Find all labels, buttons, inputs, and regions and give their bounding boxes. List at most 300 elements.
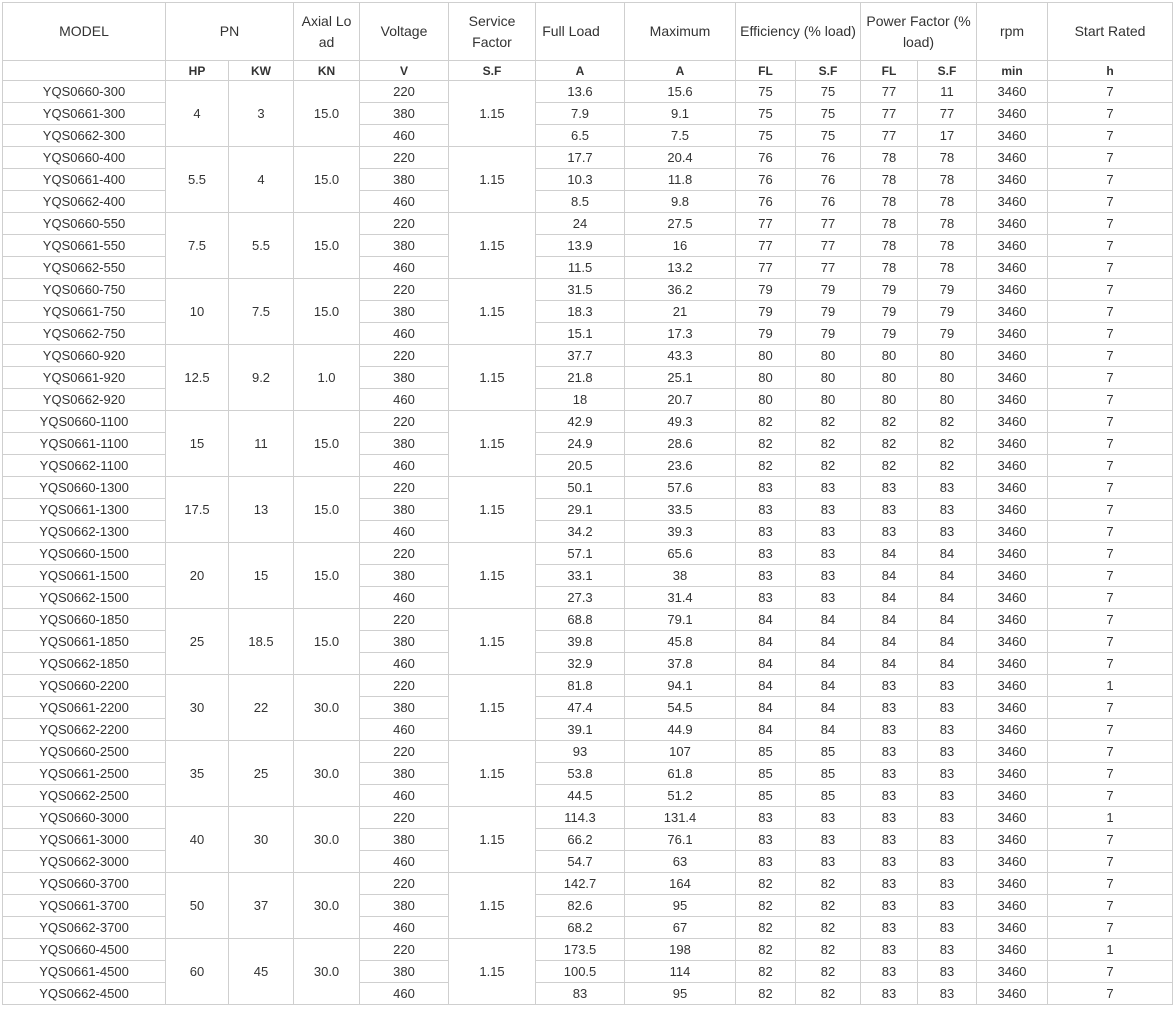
model-cell: YQS0660-1850 bbox=[3, 609, 166, 631]
power-factor-fl-cell: 83 bbox=[861, 829, 918, 851]
efficiency-fl-cell: 84 bbox=[736, 675, 796, 697]
efficiency-sf-cell: 85 bbox=[796, 763, 861, 785]
full-load-cell: 17.7 bbox=[536, 147, 625, 169]
service-factor-cell: 1.15 bbox=[449, 609, 536, 675]
model-cell: YQS0660-550 bbox=[3, 213, 166, 235]
start-rated-cell: 7 bbox=[1048, 103, 1173, 125]
header-rpm: rpm bbox=[977, 3, 1048, 61]
full-load-cell: 57.1 bbox=[536, 543, 625, 565]
voltage-cell: 460 bbox=[360, 785, 449, 807]
voltage-cell: 460 bbox=[360, 389, 449, 411]
power-factor-sf-cell: 83 bbox=[918, 477, 977, 499]
voltage-cell: 220 bbox=[360, 609, 449, 631]
voltage-cell: 380 bbox=[360, 433, 449, 455]
model-cell: YQS0662-3000 bbox=[3, 851, 166, 873]
full-load-cell: 21.8 bbox=[536, 367, 625, 389]
rpm-cell: 3460 bbox=[977, 345, 1048, 367]
axial-load-cell: 15.0 bbox=[294, 411, 360, 477]
power-factor-fl-cell: 83 bbox=[861, 895, 918, 917]
power-factor-fl-cell: 83 bbox=[861, 763, 918, 785]
rpm-cell: 3460 bbox=[977, 235, 1048, 257]
efficiency-sf-cell: 85 bbox=[796, 741, 861, 763]
kw-cell: 25 bbox=[229, 741, 294, 807]
maximum-cell: 20.4 bbox=[625, 147, 736, 169]
unit-cell: FL bbox=[736, 61, 796, 81]
efficiency-fl-cell: 77 bbox=[736, 213, 796, 235]
efficiency-sf-cell: 82 bbox=[796, 895, 861, 917]
power-factor-fl-cell: 78 bbox=[861, 169, 918, 191]
power-factor-fl-cell: 79 bbox=[861, 323, 918, 345]
rpm-cell: 3460 bbox=[977, 829, 1048, 851]
rpm-cell: 3460 bbox=[977, 631, 1048, 653]
kw-cell: 15 bbox=[229, 543, 294, 609]
full-load-cell: 37.7 bbox=[536, 345, 625, 367]
header-start-rated: Start Rated bbox=[1048, 3, 1173, 61]
full-load-cell: 66.2 bbox=[536, 829, 625, 851]
efficiency-fl-cell: 85 bbox=[736, 741, 796, 763]
rpm-cell: 3460 bbox=[977, 785, 1048, 807]
full-load-cell: 27.3 bbox=[536, 587, 625, 609]
efficiency-fl-cell: 79 bbox=[736, 279, 796, 301]
power-factor-sf-cell: 78 bbox=[918, 257, 977, 279]
voltage-cell: 220 bbox=[360, 543, 449, 565]
unit-cell: S.F bbox=[449, 61, 536, 81]
voltage-cell: 460 bbox=[360, 983, 449, 1005]
power-factor-fl-cell: 84 bbox=[861, 609, 918, 631]
power-factor-sf-cell: 84 bbox=[918, 631, 977, 653]
rpm-cell: 3460 bbox=[977, 587, 1048, 609]
header-service-factor: Service Factor bbox=[449, 3, 536, 61]
efficiency-fl-cell: 76 bbox=[736, 169, 796, 191]
maximum-cell: 131.4 bbox=[625, 807, 736, 829]
kw-cell: 9.2 bbox=[229, 345, 294, 411]
voltage-cell: 220 bbox=[360, 411, 449, 433]
units-row bbox=[3, 61, 1173, 81]
efficiency-sf-cell: 79 bbox=[796, 279, 861, 301]
rpm-cell: 3460 bbox=[977, 521, 1048, 543]
start-rated-cell: 7 bbox=[1048, 851, 1173, 873]
model-cell: YQS0661-1500 bbox=[3, 565, 166, 587]
power-factor-sf-cell: 79 bbox=[918, 301, 977, 323]
voltage-cell: 460 bbox=[360, 719, 449, 741]
full-load-cell: 53.8 bbox=[536, 763, 625, 785]
start-rated-cell: 7 bbox=[1048, 389, 1173, 411]
power-factor-sf-cell: 84 bbox=[918, 565, 977, 587]
maximum-cell: 20.7 bbox=[625, 389, 736, 411]
start-rated-cell: 7 bbox=[1048, 213, 1173, 235]
power-factor-sf-cell: 82 bbox=[918, 433, 977, 455]
power-factor-fl-cell: 83 bbox=[861, 873, 918, 895]
model-cell: YQS0662-2500 bbox=[3, 785, 166, 807]
full-load-cell: 82.6 bbox=[536, 895, 625, 917]
unit-cell: S.F bbox=[918, 61, 977, 81]
axial-load-cell: 30.0 bbox=[294, 939, 360, 1005]
power-factor-sf-cell: 78 bbox=[918, 147, 977, 169]
model-cell: YQS0662-300 bbox=[3, 125, 166, 147]
power-factor-sf-cell: 83 bbox=[918, 939, 977, 961]
maximum-cell: 67 bbox=[625, 917, 736, 939]
power-factor-sf-cell: 83 bbox=[918, 807, 977, 829]
axial-load-cell: 15.0 bbox=[294, 81, 360, 147]
efficiency-fl-cell: 77 bbox=[736, 235, 796, 257]
power-factor-sf-cell: 83 bbox=[918, 851, 977, 873]
maximum-cell: 44.9 bbox=[625, 719, 736, 741]
full-load-cell: 32.9 bbox=[536, 653, 625, 675]
voltage-cell: 380 bbox=[360, 631, 449, 653]
full-load-cell: 18 bbox=[536, 389, 625, 411]
maximum-cell: 28.6 bbox=[625, 433, 736, 455]
full-load-cell: 39.8 bbox=[536, 631, 625, 653]
efficiency-fl-cell: 83 bbox=[736, 851, 796, 873]
kw-cell: 5.5 bbox=[229, 213, 294, 279]
efficiency-fl-cell: 80 bbox=[736, 389, 796, 411]
voltage-cell: 380 bbox=[360, 103, 449, 125]
voltage-cell: 460 bbox=[360, 125, 449, 147]
rpm-cell: 3460 bbox=[977, 323, 1048, 345]
header-full-load: Full Load bbox=[536, 3, 625, 61]
start-rated-cell: 7 bbox=[1048, 81, 1173, 103]
power-factor-fl-cell: 83 bbox=[861, 741, 918, 763]
voltage-cell: 220 bbox=[360, 213, 449, 235]
full-load-cell: 15.1 bbox=[536, 323, 625, 345]
power-factor-sf-cell: 77 bbox=[918, 103, 977, 125]
unit-cell: A bbox=[536, 61, 625, 81]
start-rated-cell: 7 bbox=[1048, 411, 1173, 433]
maximum-cell: 27.5 bbox=[625, 213, 736, 235]
start-rated-cell: 7 bbox=[1048, 741, 1173, 763]
model-cell: YQS0662-3700 bbox=[3, 917, 166, 939]
model-cell: YQS0660-3700 bbox=[3, 873, 166, 895]
maximum-cell: 76.1 bbox=[625, 829, 736, 851]
power-factor-sf-cell: 78 bbox=[918, 213, 977, 235]
header-axial-load: Axial Lo ad bbox=[294, 3, 360, 61]
unit-cell: KN bbox=[294, 61, 360, 81]
start-rated-cell: 7 bbox=[1048, 499, 1173, 521]
maximum-cell: 23.6 bbox=[625, 455, 736, 477]
maximum-cell: 198 bbox=[625, 939, 736, 961]
service-factor-cell: 1.15 bbox=[449, 411, 536, 477]
voltage-cell: 220 bbox=[360, 873, 449, 895]
rpm-cell: 3460 bbox=[977, 741, 1048, 763]
kw-cell: 37 bbox=[229, 873, 294, 939]
power-factor-sf-cell: 83 bbox=[918, 697, 977, 719]
voltage-cell: 460 bbox=[360, 851, 449, 873]
power-factor-fl-cell: 83 bbox=[861, 851, 918, 873]
voltage-cell: 460 bbox=[360, 521, 449, 543]
header-power-factor: Power Factor (% load) bbox=[861, 3, 977, 61]
hp-cell: 10 bbox=[166, 279, 229, 345]
power-factor-fl-cell: 82 bbox=[861, 411, 918, 433]
model-cell: YQS0662-2200 bbox=[3, 719, 166, 741]
model-cell: YQS0662-1300 bbox=[3, 521, 166, 543]
table-row bbox=[3, 741, 1173, 763]
full-load-cell: 13.6 bbox=[536, 81, 625, 103]
model-cell: YQS0660-1300 bbox=[3, 477, 166, 499]
model-cell: YQS0662-4500 bbox=[3, 983, 166, 1005]
kw-cell: 13 bbox=[229, 477, 294, 543]
start-rated-cell: 7 bbox=[1048, 323, 1173, 345]
axial-load-cell: 30.0 bbox=[294, 675, 360, 741]
efficiency-sf-cell: 83 bbox=[796, 565, 861, 587]
maximum-cell: 38 bbox=[625, 565, 736, 587]
efficiency-sf-cell: 77 bbox=[796, 213, 861, 235]
maximum-cell: 43.3 bbox=[625, 345, 736, 367]
service-factor-cell: 1.15 bbox=[449, 345, 536, 411]
power-factor-fl-cell: 83 bbox=[861, 697, 918, 719]
maximum-cell: 25.1 bbox=[625, 367, 736, 389]
efficiency-fl-cell: 84 bbox=[736, 697, 796, 719]
full-load-cell: 47.4 bbox=[536, 697, 625, 719]
efficiency-fl-cell: 76 bbox=[736, 191, 796, 213]
efficiency-sf-cell: 83 bbox=[796, 587, 861, 609]
maximum-cell: 39.3 bbox=[625, 521, 736, 543]
maximum-cell: 107 bbox=[625, 741, 736, 763]
maximum-cell: 114 bbox=[625, 961, 736, 983]
unit-cell: A bbox=[625, 61, 736, 81]
table-row bbox=[3, 147, 1173, 169]
efficiency-sf-cell: 76 bbox=[796, 169, 861, 191]
table-row bbox=[3, 807, 1173, 829]
full-load-cell: 10.3 bbox=[536, 169, 625, 191]
kw-cell: 11 bbox=[229, 411, 294, 477]
hp-cell: 40 bbox=[166, 807, 229, 873]
power-factor-sf-cell: 83 bbox=[918, 719, 977, 741]
table-row bbox=[3, 81, 1173, 103]
hp-cell: 5.5 bbox=[166, 147, 229, 213]
rpm-cell: 3460 bbox=[977, 301, 1048, 323]
voltage-cell: 380 bbox=[360, 763, 449, 785]
axial-load-cell: 1.0 bbox=[294, 345, 360, 411]
efficiency-fl-cell: 84 bbox=[736, 719, 796, 741]
start-rated-cell: 7 bbox=[1048, 895, 1173, 917]
full-load-cell: 81.8 bbox=[536, 675, 625, 697]
rpm-cell: 3460 bbox=[977, 807, 1048, 829]
start-rated-cell: 7 bbox=[1048, 961, 1173, 983]
efficiency-fl-cell: 82 bbox=[736, 455, 796, 477]
voltage-cell: 380 bbox=[360, 301, 449, 323]
full-load-cell: 44.5 bbox=[536, 785, 625, 807]
efficiency-fl-cell: 75 bbox=[736, 103, 796, 125]
power-factor-sf-cell: 82 bbox=[918, 411, 977, 433]
power-factor-sf-cell: 11 bbox=[918, 81, 977, 103]
header-pn: PN bbox=[166, 3, 294, 61]
power-factor-sf-cell: 80 bbox=[918, 345, 977, 367]
full-load-cell: 8.5 bbox=[536, 191, 625, 213]
power-factor-fl-cell: 78 bbox=[861, 257, 918, 279]
table-row bbox=[3, 939, 1173, 961]
unit-cell: FL bbox=[861, 61, 918, 81]
efficiency-sf-cell: 79 bbox=[796, 301, 861, 323]
table-row bbox=[3, 411, 1173, 433]
power-factor-fl-cell: 79 bbox=[861, 279, 918, 301]
full-load-cell: 142.7 bbox=[536, 873, 625, 895]
kw-cell: 30 bbox=[229, 807, 294, 873]
full-load-cell: 11.5 bbox=[536, 257, 625, 279]
power-factor-sf-cell: 83 bbox=[918, 785, 977, 807]
voltage-cell: 380 bbox=[360, 895, 449, 917]
header-efficiency: Efficiency (% load) bbox=[736, 3, 861, 61]
efficiency-fl-cell: 83 bbox=[736, 565, 796, 587]
efficiency-fl-cell: 82 bbox=[736, 917, 796, 939]
power-factor-fl-cell: 77 bbox=[861, 125, 918, 147]
power-factor-fl-cell: 83 bbox=[861, 807, 918, 829]
maximum-cell: 16 bbox=[625, 235, 736, 257]
model-cell: YQS0660-1500 bbox=[3, 543, 166, 565]
rpm-cell: 3460 bbox=[977, 873, 1048, 895]
maximum-cell: 7.5 bbox=[625, 125, 736, 147]
model-cell: YQS0661-1850 bbox=[3, 631, 166, 653]
power-factor-sf-cell: 83 bbox=[918, 983, 977, 1005]
model-cell: YQS0662-1850 bbox=[3, 653, 166, 675]
power-factor-fl-cell: 83 bbox=[861, 719, 918, 741]
header-model: MODEL bbox=[3, 3, 166, 61]
efficiency-fl-cell: 82 bbox=[736, 895, 796, 917]
start-rated-cell: 7 bbox=[1048, 455, 1173, 477]
power-factor-fl-cell: 83 bbox=[861, 785, 918, 807]
model-cell: YQS0660-750 bbox=[3, 279, 166, 301]
start-rated-cell: 7 bbox=[1048, 763, 1173, 785]
hp-cell: 12.5 bbox=[166, 345, 229, 411]
efficiency-sf-cell: 75 bbox=[796, 103, 861, 125]
model-cell: YQS0661-300 bbox=[3, 103, 166, 125]
voltage-cell: 460 bbox=[360, 257, 449, 279]
power-factor-fl-cell: 77 bbox=[861, 81, 918, 103]
maximum-cell: 57.6 bbox=[625, 477, 736, 499]
kw-cell: 4 bbox=[229, 147, 294, 213]
rpm-cell: 3460 bbox=[977, 455, 1048, 477]
power-factor-fl-cell: 78 bbox=[861, 235, 918, 257]
full-load-cell: 31.5 bbox=[536, 279, 625, 301]
maximum-cell: 79.1 bbox=[625, 609, 736, 631]
maximum-cell: 33.5 bbox=[625, 499, 736, 521]
start-rated-cell: 7 bbox=[1048, 785, 1173, 807]
voltage-cell: 220 bbox=[360, 477, 449, 499]
model-cell: YQS0662-920 bbox=[3, 389, 166, 411]
start-rated-cell: 7 bbox=[1048, 543, 1173, 565]
start-rated-cell: 7 bbox=[1048, 631, 1173, 653]
axial-load-cell: 15.0 bbox=[294, 147, 360, 213]
service-factor-cell: 1.15 bbox=[449, 147, 536, 213]
power-factor-sf-cell: 84 bbox=[918, 653, 977, 675]
voltage-cell: 380 bbox=[360, 961, 449, 983]
model-cell: YQS0662-750 bbox=[3, 323, 166, 345]
power-factor-sf-cell: 83 bbox=[918, 917, 977, 939]
start-rated-cell: 7 bbox=[1048, 169, 1173, 191]
rpm-cell: 3460 bbox=[977, 675, 1048, 697]
model-cell: YQS0662-1100 bbox=[3, 455, 166, 477]
rpm-cell: 3460 bbox=[977, 851, 1048, 873]
kw-cell: 7.5 bbox=[229, 279, 294, 345]
voltage-cell: 220 bbox=[360, 147, 449, 169]
efficiency-sf-cell: 80 bbox=[796, 389, 861, 411]
power-factor-sf-cell: 78 bbox=[918, 191, 977, 213]
maximum-cell: 31.4 bbox=[625, 587, 736, 609]
efficiency-sf-cell: 80 bbox=[796, 367, 861, 389]
axial-load-cell: 15.0 bbox=[294, 213, 360, 279]
maximum-cell: 95 bbox=[625, 983, 736, 1005]
efficiency-sf-cell: 83 bbox=[796, 543, 861, 565]
power-factor-fl-cell: 78 bbox=[861, 147, 918, 169]
maximum-cell: 21 bbox=[625, 301, 736, 323]
maximum-cell: 37.8 bbox=[625, 653, 736, 675]
power-factor-sf-cell: 80 bbox=[918, 367, 977, 389]
motor-spec-table bbox=[2, 2, 1173, 1005]
power-factor-fl-cell: 83 bbox=[861, 499, 918, 521]
efficiency-sf-cell: 83 bbox=[796, 807, 861, 829]
power-factor-fl-cell: 83 bbox=[861, 477, 918, 499]
hp-cell: 15 bbox=[166, 411, 229, 477]
rpm-cell: 3460 bbox=[977, 917, 1048, 939]
full-load-cell: 100.5 bbox=[536, 961, 625, 983]
efficiency-fl-cell: 85 bbox=[736, 763, 796, 785]
start-rated-cell: 7 bbox=[1048, 279, 1173, 301]
table-row bbox=[3, 279, 1173, 301]
voltage-cell: 380 bbox=[360, 697, 449, 719]
voltage-cell: 460 bbox=[360, 191, 449, 213]
rpm-cell: 3460 bbox=[977, 389, 1048, 411]
service-factor-cell: 1.15 bbox=[449, 741, 536, 807]
start-rated-cell: 7 bbox=[1048, 873, 1173, 895]
rpm-cell: 3460 bbox=[977, 653, 1048, 675]
efficiency-fl-cell: 77 bbox=[736, 257, 796, 279]
maximum-cell: 15.6 bbox=[625, 81, 736, 103]
rpm-cell: 3460 bbox=[977, 81, 1048, 103]
full-load-cell: 173.5 bbox=[536, 939, 625, 961]
power-factor-fl-cell: 84 bbox=[861, 653, 918, 675]
rpm-cell: 3460 bbox=[977, 609, 1048, 631]
efficiency-fl-cell: 84 bbox=[736, 653, 796, 675]
maximum-cell: 164 bbox=[625, 873, 736, 895]
full-load-cell: 29.1 bbox=[536, 499, 625, 521]
rpm-cell: 3460 bbox=[977, 279, 1048, 301]
rpm-cell: 3460 bbox=[977, 191, 1048, 213]
start-rated-cell: 7 bbox=[1048, 829, 1173, 851]
efficiency-sf-cell: 84 bbox=[796, 697, 861, 719]
efficiency-fl-cell: 82 bbox=[736, 983, 796, 1005]
model-cell: YQS0661-4500 bbox=[3, 961, 166, 983]
power-factor-sf-cell: 84 bbox=[918, 609, 977, 631]
efficiency-sf-cell: 75 bbox=[796, 125, 861, 147]
full-load-cell: 39.1 bbox=[536, 719, 625, 741]
start-rated-cell: 7 bbox=[1048, 235, 1173, 257]
efficiency-sf-cell: 82 bbox=[796, 961, 861, 983]
maximum-cell: 11.8 bbox=[625, 169, 736, 191]
rpm-cell: 3460 bbox=[977, 169, 1048, 191]
efficiency-sf-cell: 75 bbox=[796, 81, 861, 103]
model-cell: YQS0660-400 bbox=[3, 147, 166, 169]
full-load-cell: 24 bbox=[536, 213, 625, 235]
power-factor-sf-cell: 83 bbox=[918, 499, 977, 521]
voltage-cell: 220 bbox=[360, 279, 449, 301]
model-cell: YQS0660-2500 bbox=[3, 741, 166, 763]
unit-cell: h bbox=[1048, 61, 1173, 81]
voltage-cell: 220 bbox=[360, 741, 449, 763]
unit-cell: KW bbox=[229, 61, 294, 81]
efficiency-sf-cell: 82 bbox=[796, 433, 861, 455]
axial-load-cell: 15.0 bbox=[294, 279, 360, 345]
power-factor-sf-cell: 83 bbox=[918, 675, 977, 697]
table-row bbox=[3, 873, 1173, 895]
axial-load-cell: 30.0 bbox=[294, 807, 360, 873]
power-factor-sf-cell: 83 bbox=[918, 521, 977, 543]
start-rated-cell: 7 bbox=[1048, 521, 1173, 543]
hp-cell: 4 bbox=[166, 81, 229, 147]
maximum-cell: 94.1 bbox=[625, 675, 736, 697]
efficiency-fl-cell: 84 bbox=[736, 609, 796, 631]
start-rated-cell: 7 bbox=[1048, 565, 1173, 587]
service-factor-cell: 1.15 bbox=[449, 213, 536, 279]
voltage-cell: 460 bbox=[360, 587, 449, 609]
